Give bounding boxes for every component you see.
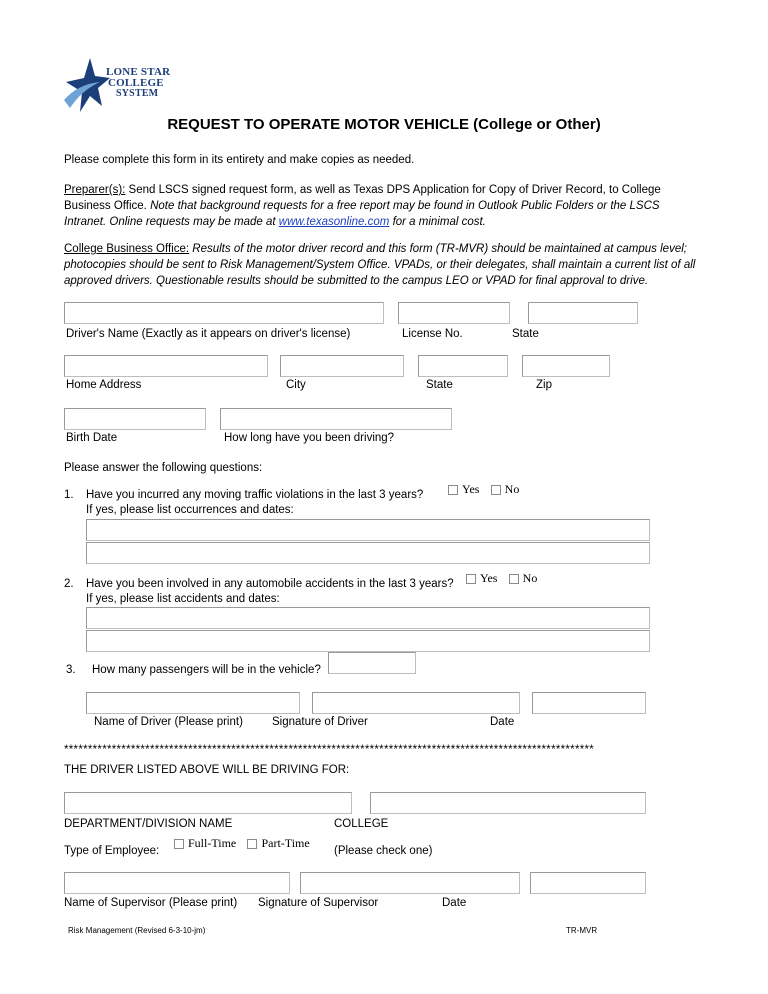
footer-form-id: TR-MVR <box>566 926 598 935</box>
accidents-line-2[interactable] <box>86 630 650 652</box>
question-1-options <box>448 482 527 497</box>
q2-no-label: No <box>522 571 538 585</box>
intro-text: Please complete this form in its entirety and make copies as needed. <box>64 154 415 166</box>
check-one-label: (Please check one) <box>334 845 433 857</box>
driver-print-name-field[interactable] <box>86 692 300 714</box>
lone-star-logo <box>60 56 180 116</box>
supervisor-name-field[interactable] <box>64 872 290 894</box>
q2-no-checkbox[interactable] <box>509 574 519 584</box>
logo-line-1: LONE STAR <box>106 66 171 78</box>
q1-yes-label: Yes <box>462 482 480 496</box>
question-2-options <box>466 571 545 586</box>
birth-date-label: Birth Date <box>66 432 118 444</box>
birth-date-field[interactable] <box>64 408 206 430</box>
driving-for-heading: THE DRIVER LISTED ABOVE WILL BE DRIVING FOR: <box>64 764 350 776</box>
college-field[interactable] <box>370 792 646 814</box>
logo-line-2: COLLEGE <box>108 77 164 89</box>
business-office-heading: College Business Office: <box>64 243 190 255</box>
passengers-field[interactable] <box>328 652 416 674</box>
logo-line-3: SYSTEM <box>116 88 159 99</box>
question-2-sub: If yes, please list accidents and dates: <box>86 593 280 605</box>
employee-type-label: Type of Employee: <box>64 845 160 857</box>
question-1-sub: If yes, please list occurrences and dates: <box>86 504 294 516</box>
questions-intro: Please answer the following questions: <box>64 462 263 474</box>
question-1-number: 1. <box>64 489 74 501</box>
accidents-line-1[interactable] <box>86 607 650 629</box>
form-title: REQUEST TO OPERATE MOTOR VEHICLE (College or Other) <box>167 116 601 133</box>
violations-line-1[interactable] <box>86 519 650 541</box>
q2-yes-checkbox[interactable] <box>466 574 476 584</box>
question-3-text: How many passengers will be in the vehicle? <box>92 664 321 676</box>
state-field[interactable] <box>418 355 508 377</box>
star-logo-icon <box>60 56 110 114</box>
texasonline-link[interactable]: www.texasonline.com <box>278 216 390 228</box>
preparer-note-end: for a minimal cost. <box>389 216 486 228</box>
driver-print-name-label: Name of Driver (Please print) <box>94 716 243 728</box>
preparer-note: Note that background requests for a free report may be found in Outlook Public Folders or the LSCS Intranet. Online requests may be made at <box>64 200 660 228</box>
zip-label: Zip <box>536 379 552 391</box>
driver-signature-label: Signature of Driver <box>272 716 368 728</box>
full-time-label: Full-Time <box>188 836 237 850</box>
driver-signature-field[interactable] <box>312 692 520 714</box>
supervisor-date-label: Date <box>442 897 467 909</box>
department-label: DEPARTMENT/DIVISION NAME <box>64 818 233 830</box>
license-state-field[interactable] <box>528 302 638 324</box>
question-1-text: Have you incurred any moving traffic violations in the last 3 years? <box>86 489 424 501</box>
full-time-checkbox[interactable] <box>174 839 184 849</box>
preparer-heading: Preparer(s): <box>64 184 126 196</box>
q1-no-label: No <box>504 482 520 496</box>
driver-name-field[interactable] <box>64 302 384 324</box>
supervisor-signature-field[interactable] <box>300 872 520 894</box>
license-state-label: State <box>512 328 539 340</box>
question-2-number: 2. <box>64 578 74 590</box>
city-field[interactable] <box>280 355 404 377</box>
question-2-text: Have you been involved in any automobile accidents in the last 3 years? <box>86 578 454 590</box>
business-office-paragraph <box>64 241 704 289</box>
state-label: State <box>426 379 453 391</box>
q1-no-checkbox[interactable] <box>491 485 501 495</box>
supervisor-date-field[interactable] <box>530 872 646 894</box>
license-no-label: License No. <box>402 328 463 340</box>
supervisor-signature-label: Signature of Supervisor <box>258 897 379 909</box>
employee-type-options <box>174 836 318 851</box>
driver-name-label: Driver's Name (Exactly as it appears on driver's license) <box>66 328 351 340</box>
part-time-label: Part-Time <box>261 836 310 850</box>
part-time-checkbox[interactable] <box>247 839 257 849</box>
department-field[interactable] <box>64 792 352 814</box>
city-label: City <box>286 379 306 391</box>
driver-date-field[interactable] <box>532 692 646 714</box>
college-label: COLLEGE <box>334 818 389 830</box>
preparer-paragraph <box>64 182 704 230</box>
question-3-number: 3. <box>66 664 76 676</box>
separator-stars: *************************************************************************************************************** <box>64 744 595 756</box>
footer-revision: Risk Management (Revised 6-3-10-jm) <box>68 926 206 935</box>
preparer-text: Send LSCS signed request form, as well as Texas DPS Application for Copy of Driver Record, to College Business Office. <box>64 184 661 212</box>
home-address-label: Home Address <box>66 379 142 391</box>
zip-field[interactable] <box>522 355 610 377</box>
driver-date-label: Date <box>490 716 515 728</box>
q2-yes-label: Yes <box>480 571 498 585</box>
driving-years-field[interactable] <box>220 408 452 430</box>
home-address-field[interactable] <box>64 355 268 377</box>
driving-years-label: How long have you been driving? <box>224 432 395 444</box>
violations-line-2[interactable] <box>86 542 650 564</box>
license-no-field[interactable] <box>398 302 510 324</box>
business-office-text: Results of the motor driver record and this form (TR-MVR) should be maintained at campus level; photocopies should be sent to Risk Management/System Office. VPADs, or their delegates, shall maintain a current list of all approved drivers. Questionable results should be submitted to the campus LEO or VPAD for final approval to drive. <box>64 243 696 287</box>
supervisor-name-label: Name of Supervisor (Please print) <box>64 897 238 909</box>
q1-yes-checkbox[interactable] <box>448 485 458 495</box>
